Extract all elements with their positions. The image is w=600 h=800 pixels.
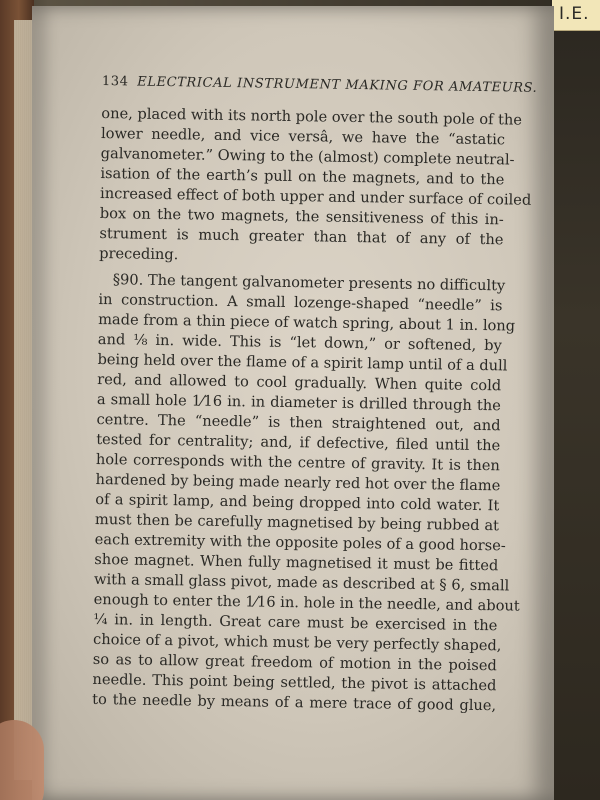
text-line: centre. The “needle” is then straightened out, and [96,410,501,435]
text-line: each extremity with the opposite poles of a good horse- [94,530,506,555]
text-line: with a small glass pivot, made as described at § 6, small [93,570,510,595]
text-line: strument is much greater than that of any of the [99,224,504,249]
text-line: preceding. [99,244,179,264]
page-number: 134 [101,74,129,90]
text-line: needle. This point being settled, the pivot is attached [92,670,497,695]
text-line: of a spirit lamp, and being dropped into cold water. It [95,490,500,515]
text-line: lower needle, and vice versâ, we have the “astatic [100,124,506,149]
text-line: choice of a pivot, which must be very perfectly shaped, [92,630,502,655]
text-line: a small hole 1⁄16 in. in diameter is drilled through the [96,390,501,415]
sticker-text: I.E. [559,4,590,24]
text-line: in construction. A small lozenge-shaped “needle” is [98,290,503,315]
text-line: ¼ in. in length. Great care must be exercised in the [93,610,498,635]
thumb [0,720,44,800]
text-line: and ⅛ in. wide. This is “let down,” or softened, by [97,330,502,355]
text-line: enough to enter the 1⁄16 in. hole in the needle, and about [93,590,520,615]
text-line: being held over the flame of a spirit lamp until of a dull [97,350,508,375]
text-line: isation of the earth’s pull on the magnets, and to the [100,164,505,189]
text-line: tested for centrality; and, if defective, filed until the [96,430,501,455]
text-line: so as to allow great freedom of motion in the poised [92,650,497,675]
text-line: increased effect of both upper and under surface of coiled [99,184,532,209]
text-line: hole corresponds with the centre of gravity. It is then [95,450,501,475]
text-line: must then be carefully magnetised by being rubbed at [94,510,500,535]
library-sticker [552,0,600,31]
text-line: box on the two magnets, the sensitiveness of this in- [99,204,504,229]
running-title: ELECTRICAL INSTRUMENT MAKING FOR AMATEURS. [137,74,538,96]
text-line: one, placed with its north pole over the south pole of the [101,104,523,129]
adjacent-book [550,0,600,800]
text-line: red, and allowed to cool gradually. When quite cold [97,370,502,395]
page-text [91,74,538,761]
text-line: §90. The tangent galvanometer presents no difficulty [112,271,506,295]
text-line: hardened by being made nearly red hot over the flame [95,470,501,495]
text-line: galvanometer.” Owing to the (almost) complete neutral- [100,144,515,169]
text-line: made from a thin piece of watch spring, about 1 in. long [98,310,516,335]
text-line: to the needle by means of a mere trace of good glue, [92,690,497,715]
text-line: shoe magnet. When fully magnetised it must be fitted [94,550,499,575]
